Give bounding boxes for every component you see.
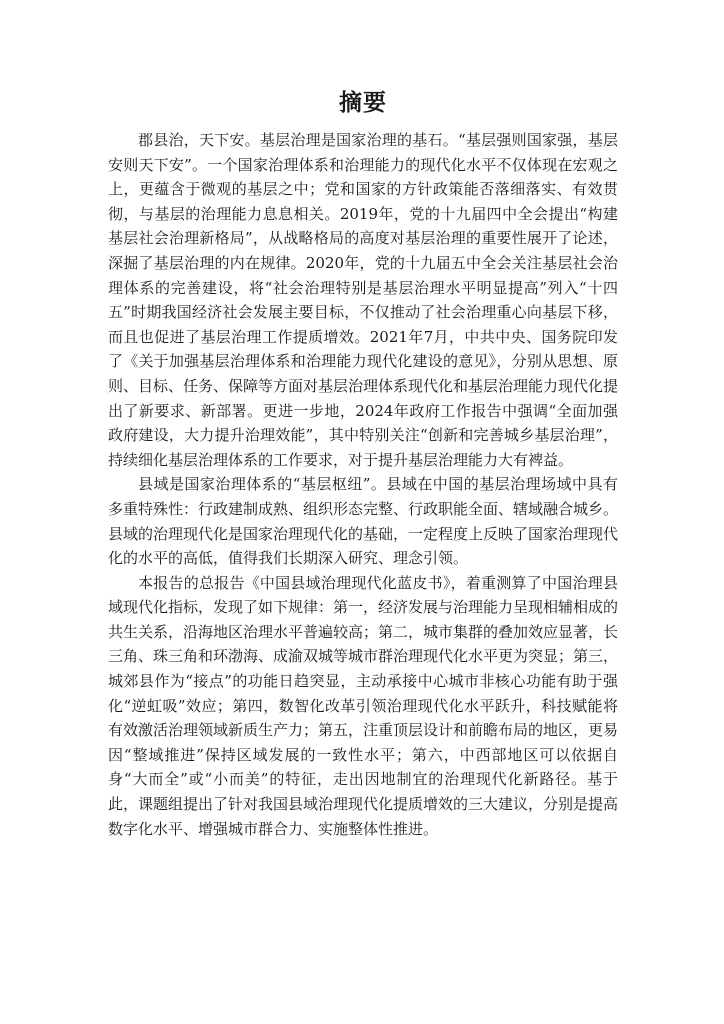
paragraph-1: 郡县治，天下安。基层治理是国家治理的基石。“基层强则国家强，基层安则天下安”。一个国家治理体系和治理能力的现代化水平不仅体现在宏观之上，更蕴含于微观的基层之中；党和国家的方针政策能否落细落实、有效贯彻，与基层的治理能力息息相关。2019年，党的十九届四中全会提出“构建基层社会治理新格局”，从战略格局的高度对基层治理的重要性展开了论述，深掘了基层治理的内在规律。2020年，党的十九届五中全会关注基层社会治理体系的完善建设，将“社会治理特别是基层治理水平明显提高”列入“十四五”时期我国经济社会发展主要目标，不仅推动了社会治理重心向基层下移，而且也促进了基层治理工作提质增效。2021年7月，中共中央、国务院印发了《关于加强基层治理体系和治理能力现代化建设的意见》，分别从思想、原则、目标、任务、保障等方面对基层治理体系现代化和基层治理能力现代化提出了新要求、新部署。更进一步地，2024年政府工作报告中强调“全面加强政府建设，大力提升治理效能”，其中特别关注“创新和完善城乡基层治理”，持续细化基层治理体系的工作要求，对于提升基层治理能力大有裨益。 xyxy=(108,131,619,469)
paragraph-3: 本报告的总报告《中国县域治理现代化蓝皮书》，着重测算了中国治理县域现代化指标，发现了如下规律：第一，经济发展与治理能力呈现相辅相成的共生关系，沿海地区治理水平普遍较高；第二，城市集群的叠加效应显著，长三角、珠三角和环渤海、成渝双城等城市群治理现代化水平更为突显；第三，城郊县作为“接点”的功能日趋突显，主动承接中心城市非核心功能有助于强化“逆虹吸”效应；第四，数智化改革引领治理现代化水平跃升，科技赋能将有效激活治理领域新质生产力；第五，注重顶层设计和前瞻布局的地区，更易因“整域推进”保持区域发展的一致性水平；第六，中西部地区可以依据自身“大而全”或“小而美”的特征，走出因地制宜的治理现代化新路径。基于此，课题组提出了针对我国县域治理现代化提质增效的三大建议，分别是提高数字化水平、增强城市群合力、实施整体性推进。 xyxy=(108,573,619,838)
page-title: 摘要 xyxy=(339,89,387,116)
paragraph-2: 县域是国家治理体系的“基层枢纽”。县域在中国的基层治理场域中具有多重特殊性：行政建制成熟、组织形态完整、行政职能全面、辖域融合城乡。县域的治理现代化是国家治理现代化的基础，一定程度上反映了国家治理现代化的水平的高低，值得我们长期深入研究、理念引领。 xyxy=(108,475,619,568)
document-page xyxy=(108,88,618,841)
